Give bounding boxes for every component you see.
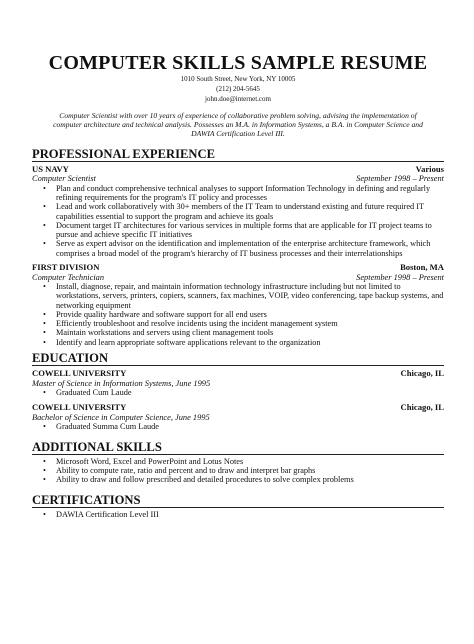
certifications-heading: CERTIFICATIONS xyxy=(32,493,444,508)
job-employer: FIRST DIVISION xyxy=(32,261,100,272)
job-bullet: • Maintain workstations and servers using client management tools xyxy=(56,328,444,337)
job-location: Boston, MA xyxy=(400,261,444,272)
school-location: Chicago, IL xyxy=(400,402,444,413)
school-degree: Master of Science in Information Systems, June 1995 xyxy=(32,378,211,388)
job-bullet: • Identify and learn appropriate software applications relevant to the organization xyxy=(56,338,444,347)
education-entry xyxy=(32,369,444,397)
school-name: COWELL UNIVERSITY xyxy=(32,368,127,379)
job-location: Various xyxy=(415,163,444,174)
job-role: Computer Scientist xyxy=(32,174,96,184)
job-bullet: • Plan and conduct comprehensive technical analyses to support Information Technology in defining and regularly refining requirements for the program's IT policy and processes xyxy=(56,184,444,203)
job-dates: September 1998 – Present xyxy=(356,174,444,184)
job-bullet: • Document target IT architectures for various services in multiple forms that are applicable for IT project teams to pursue and achieve specific IT initiatives xyxy=(56,221,444,240)
skill-item: • Ability to draw and follow prescribed and detailed procedures to solve complex problems xyxy=(56,475,444,484)
job-role: Computer Technician xyxy=(32,272,105,282)
job-dates: September 1998 – Present xyxy=(356,272,444,282)
education-entry xyxy=(32,403,444,431)
school-location: Chicago, IL xyxy=(400,368,444,379)
school-name: COWELL UNIVERSITY xyxy=(32,402,127,413)
summary: Computer Scientist with over 10 years of experience of collaborative problem solving, advising the implementation of computer architecture and technical analysis. Possesses an M.A. in Information Systems, a B.A. in Computer Science and DAWIA Certification Level III. xyxy=(53,111,423,139)
skill-item: • Microsoft Word, Excel and PowerPoint and Lotus Notes xyxy=(56,457,444,466)
job-bullet: • Lead and work collaboratively with 30+ members of the IT Team to understand existing and future required IT capabilities essential to support the program and achieve its goals xyxy=(56,202,444,221)
certifications-list xyxy=(32,510,444,519)
skills-list xyxy=(32,457,444,485)
resume-title: COMPUTER SKILLS SAMPLE RESUME xyxy=(48,52,428,74)
school-honor: • Graduated Summa Cum Laude xyxy=(56,422,444,431)
education-heading: EDUCATION xyxy=(32,351,444,366)
job-bullet: • Serve as expert advisor on the identification and implementation of the enterprise architecture framework, which comprises a broad model of the program's hierarchy of IT business processes and their interrelationships xyxy=(56,239,444,258)
contact-phone: (212) 204-5645 xyxy=(216,85,260,93)
school-degree: Bachelor of Science in Computer Science, June 1995 xyxy=(32,412,210,422)
skills-heading: ADDITIONAL SKILLS xyxy=(32,440,444,455)
job-bullet: • Install, diagnose, repair, and maintain information technology infrastructure including but not limited to workstations, servers, printers, copiers, scanners, fax machines, VOIP, video conferencing, tape backup systems, and networking equipment xyxy=(56,282,444,310)
job-bullet: • Provide quality hardware and software support for all end users xyxy=(56,310,444,319)
certification-item: • DAWIA Certification Level III xyxy=(56,510,444,519)
job-entry xyxy=(32,165,444,258)
contact-email: john.doe@internet.com xyxy=(205,95,271,103)
job-bullet: • Efficiently troubleshoot and resolve incidents using the incident management system xyxy=(56,319,444,328)
contact-address: 1010 South Street, New York, NY 10005 xyxy=(180,75,296,83)
experience-heading: PROFESSIONAL EXPERIENCE xyxy=(32,147,444,162)
skill-item: • Ability to compute rate, ratio and percent and to draw and interpret bar graphs xyxy=(56,466,444,475)
school-honor: • Graduated Cum Laude xyxy=(56,388,444,397)
job-entry xyxy=(32,263,444,347)
job-bullets xyxy=(32,184,444,258)
job-bullets xyxy=(32,282,444,347)
job-employer: US NAVY xyxy=(32,163,69,174)
resume-page xyxy=(0,52,474,644)
